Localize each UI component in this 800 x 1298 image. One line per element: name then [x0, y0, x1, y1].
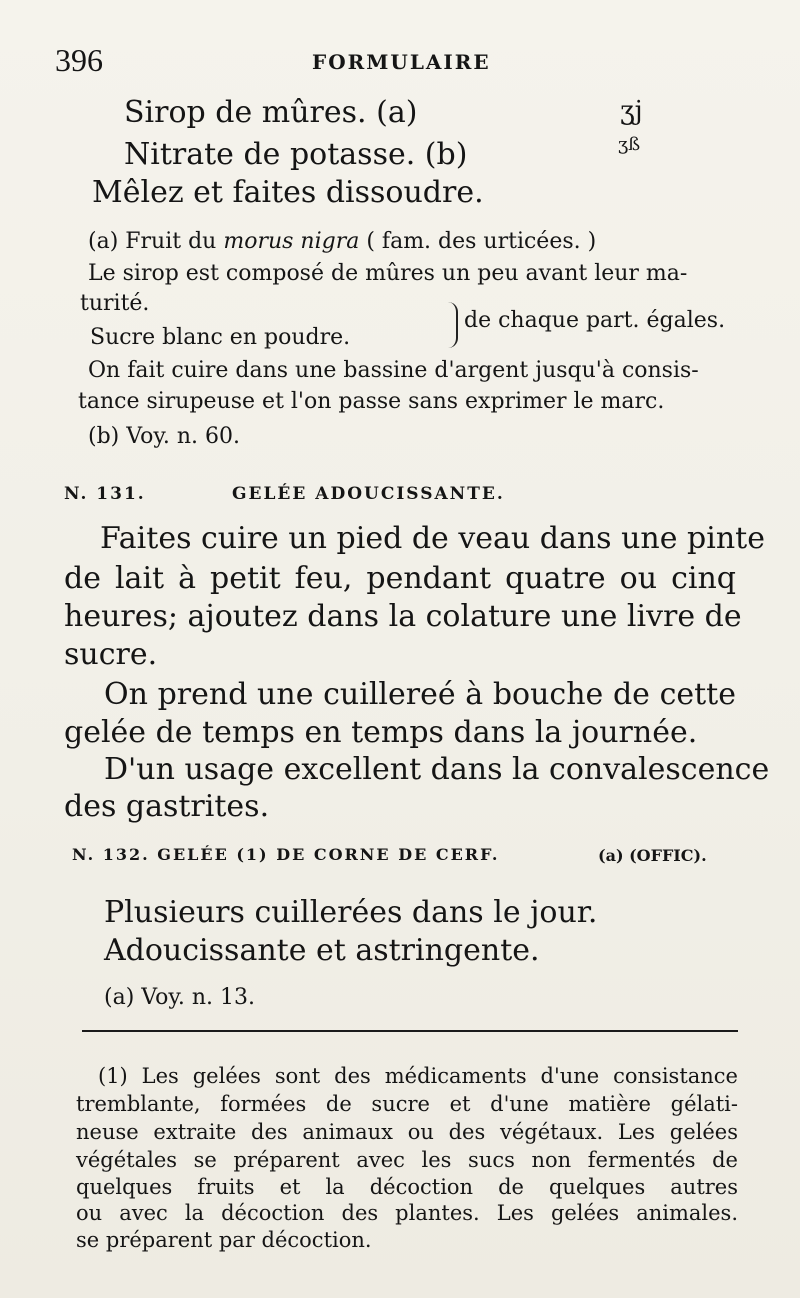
instruction-line: Mêlez et faites dissoudre.	[92, 175, 484, 210]
ingredient-qty-1: ʒj	[620, 96, 643, 126]
recipe-title-132: N. 132. GELÉE (1) DE CORNE DE CERF.	[72, 845, 500, 864]
note-a-brace-text: de chaque part. égales.	[464, 308, 726, 333]
brace-icon	[446, 302, 458, 348]
note-a-line-2: Le sirop est composé de mûres un peu avant leur ma-	[88, 261, 688, 286]
ingredient-qty-2: ʒß	[618, 134, 641, 155]
note-a-line-1	[88, 231, 596, 253]
footnote-line-6: ou avec la décoction des plantes. Les gelées animales.	[76, 1201, 738, 1225]
n131-para3-line1: D'un usage excellent dans la convalescence	[104, 752, 770, 787]
footnote-line-1: (1) Les gelées sont des médicaments d'une consistance	[98, 1064, 738, 1088]
footnote-line-7: se préparent par décoction.	[76, 1228, 372, 1252]
running-title: FORMULAIRE	[312, 50, 491, 74]
n132-line2: Adoucissante et astringente.	[104, 933, 540, 968]
n131-para1-line1: Faites cuire un pied de veau dans une pinte	[100, 521, 765, 556]
note-a-line-3: turité.	[80, 291, 150, 316]
footnote-line-3: neuse extraite des animaux ou des végétaux. Les gelées	[76, 1120, 738, 1144]
note-b: (b) Voy. n. 60.	[88, 424, 240, 449]
footnote-divider	[82, 1030, 738, 1032]
n131-para1-line4: sucre.	[64, 637, 158, 672]
footnote-line-5: quelques fruits et la décoction de quelques autres	[76, 1175, 738, 1199]
ingredient-line-2: Nitrate de potasse. (b)	[124, 137, 468, 172]
n131-para1-line3: heures; ajoutez dans la colature une livre de	[64, 599, 742, 634]
n131-para2-line1: On prend une cuillereé à bouche de cette	[104, 677, 736, 712]
page-number: 396	[55, 42, 103, 78]
note-a-suffix: ( fam. des urticées. )	[366, 229, 597, 254]
recipe-number-131: N. 131.	[64, 484, 146, 504]
note-a-prefix: (a) Fruit du	[88, 229, 217, 254]
recipe-tag-132: (a) (OFFIC).	[598, 846, 707, 865]
note-a-line-6: tance sirupeuse et l'on passe sans exprimer le marc.	[78, 389, 665, 414]
n132-line1: Plusieurs cuillerées dans le jour.	[104, 895, 598, 930]
footnote-line-2: tremblante, formées de sucre et d'une matière gélati-	[76, 1092, 738, 1116]
recipe-title-131: GELÉE ADOUCISSANTE.	[232, 484, 505, 504]
note-a-line-5: On fait cuire dans une bassine d'argent jusqu'à consis-	[88, 358, 699, 383]
n131-para2-line2: gelée de temps en temps dans la journée.	[64, 715, 698, 750]
n131-para3-line2: des gastrites.	[64, 789, 270, 824]
n131-para1-line2: de lait à petit feu, pendant quatre ou cinq	[64, 561, 736, 596]
ingredient-line-1: Sirop de mûres. (a)	[124, 95, 418, 130]
footnote-line-4: végétales se préparent avec les sucs non fermentés de	[76, 1148, 738, 1172]
note-a-line-4: Sucre blanc en poudre.	[90, 325, 351, 350]
n132-note: (a) Voy. n. 13.	[104, 985, 256, 1010]
note-a-latin-name: morus nigra	[223, 229, 360, 254]
